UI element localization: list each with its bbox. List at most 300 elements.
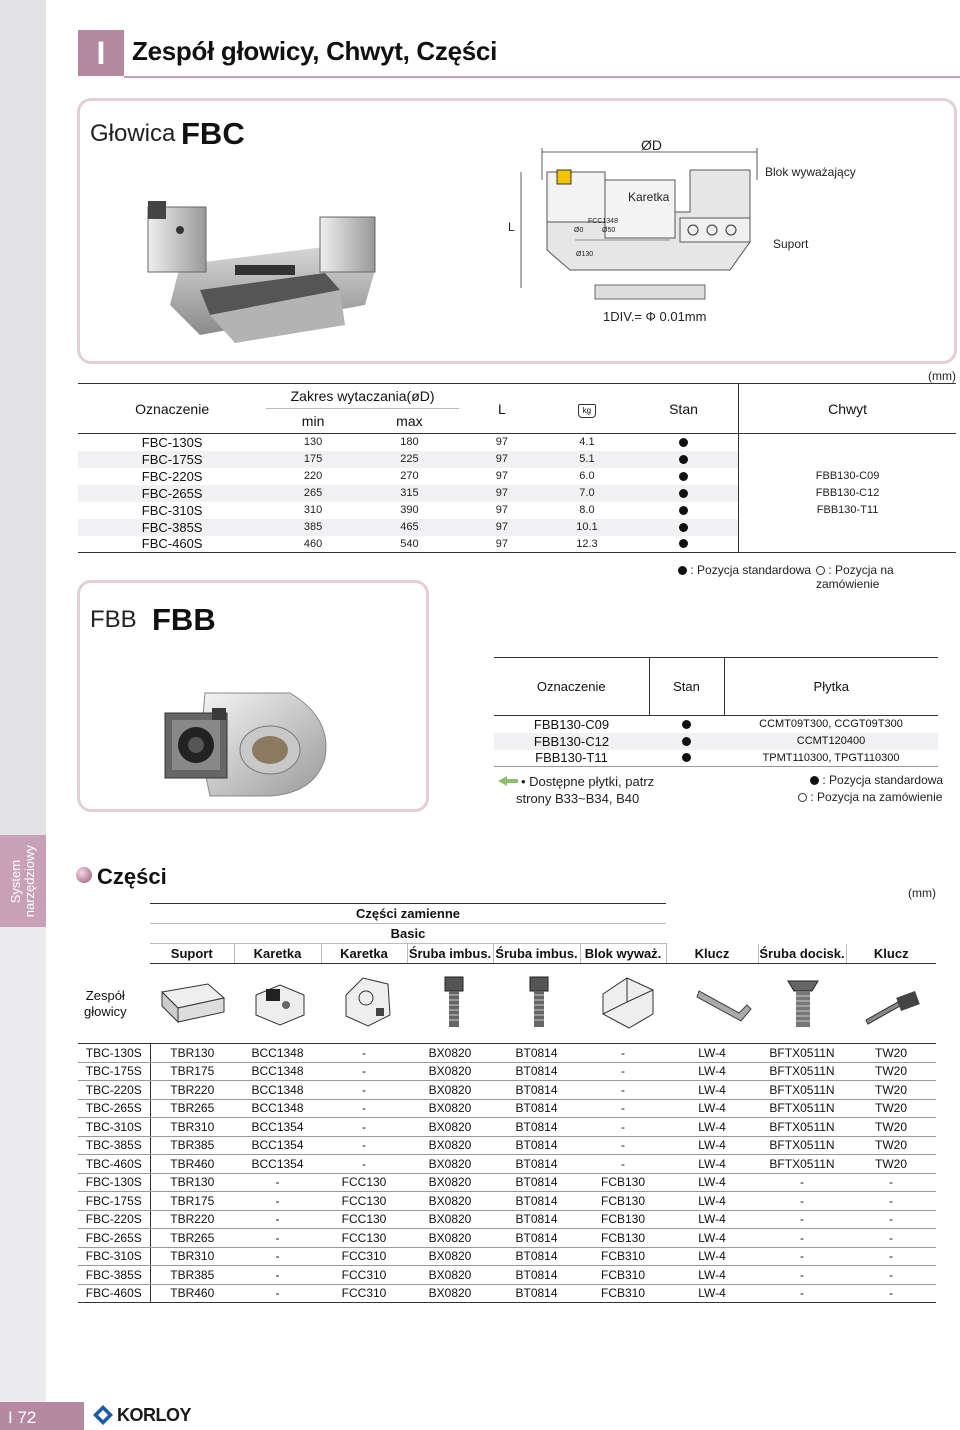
cell-part: BT0814 (493, 1192, 580, 1211)
cell-part: TBR175 (150, 1192, 234, 1211)
cell-assembly: FBC-175S (78, 1192, 150, 1211)
cell-part: BX0820 (407, 1044, 493, 1063)
cell-part: - (234, 1192, 321, 1211)
balance-block-icon (597, 972, 657, 1030)
cell-part: BX0820 (407, 1081, 493, 1100)
karetka-2-icon (338, 970, 398, 1030)
cell-assembly: TBC-385S (78, 1136, 150, 1155)
cell-part: BT0814 (493, 1081, 580, 1100)
table-row (78, 1173, 936, 1192)
cell-part: BT0814 (493, 1136, 580, 1155)
cell-code: FBB130-C09 (533, 716, 610, 732)
cell-part: - (580, 1155, 666, 1174)
cell-code: FBC-310S (141, 502, 203, 518)
cell-part: BT0814 (493, 1247, 580, 1266)
cell-part: LW-4 (666, 1192, 758, 1211)
cell-part: FCC130 (321, 1210, 407, 1229)
th-oznaczenie: Oznaczenie (494, 658, 649, 716)
dim-d50: Ø50 (602, 227, 616, 234)
cell-max: 465 (360, 519, 459, 536)
header-spacer (666, 924, 936, 944)
cell-l: 97 (459, 485, 545, 502)
cell-max: 180 (400, 436, 419, 449)
karetka-icon (250, 975, 310, 1030)
chapter-letter: I (78, 30, 124, 76)
cell-part: - (846, 1210, 936, 1229)
cell-plytka: TPMT110300, TPGT110300 (724, 750, 938, 767)
cell-part: BCC1348 (234, 1081, 321, 1100)
dim-od: ØD (641, 137, 662, 153)
cell-part: LW-4 (666, 1136, 758, 1155)
th-max: max (360, 409, 459, 434)
th-min: min (266, 409, 360, 434)
cell-max: 225 (360, 451, 459, 468)
standard-dot-icon (679, 489, 688, 498)
cell-code: FBB130-T11 (494, 750, 649, 767)
cell-plytka: CCMT120400 (724, 733, 938, 750)
cell-part: BX0820 (407, 1247, 493, 1266)
cell-chwyt (739, 434, 956, 553)
parts-unit: (mm) (908, 886, 936, 900)
cell-part: TBR265 (150, 1229, 234, 1248)
standard-dot-icon (678, 566, 687, 575)
cell-part: BT0814 (493, 1173, 580, 1192)
th-l: L (459, 384, 545, 434)
cell-part: - (580, 1062, 666, 1081)
legend-standard (678, 563, 811, 577)
cell-part: TBR130 (150, 1173, 234, 1192)
cell-assembly: FBC-460S (78, 1284, 150, 1303)
page-title: Zespół głowicy, Chwyt, Części (132, 36, 498, 66)
cell-part: - (321, 1062, 407, 1081)
fbb-table (494, 657, 938, 767)
cell-part: FCC130 (321, 1192, 407, 1211)
socket-screw-2-icon (528, 975, 550, 1030)
cell-part: TBR385 (150, 1136, 234, 1155)
th-stan: Stan (629, 384, 739, 434)
standard-dot-icon (679, 539, 688, 548)
standard-dot-icon (679, 523, 688, 532)
cell-part: LW-4 (666, 1118, 758, 1137)
cell-part: TBR460 (150, 1155, 234, 1174)
socket-screw-icon (443, 975, 465, 1030)
cell-part: TW20 (846, 1136, 936, 1155)
cell-part: - (234, 1247, 321, 1266)
cell-part: TW20 (846, 1044, 936, 1063)
page-number: I 72 (8, 1408, 37, 1427)
cell-part: BT0814 (493, 1044, 580, 1063)
cell-stan (629, 536, 739, 553)
cell-part: TW20 (846, 1081, 936, 1100)
legend-order-text: : Pozycja na zamówienie (810, 790, 943, 804)
cell-part: - (846, 1173, 936, 1192)
cell-max: 315 (360, 485, 459, 502)
cell-part: BX0820 (407, 1229, 493, 1248)
parts-title: Części (97, 864, 167, 889)
spec-unit: (mm) (928, 369, 956, 383)
side-tab[interactable] (0, 835, 46, 927)
standard-dot-icon (682, 737, 691, 746)
cell-part: BFTX0511N (758, 1062, 846, 1081)
fbc-photo (140, 195, 385, 345)
cell-plytka: CCMT09T300, CCGT09T300 (759, 718, 903, 731)
th-basic: Basic (150, 924, 666, 944)
cell-part: TW20 (846, 1099, 936, 1118)
header-spacer (78, 924, 150, 944)
th-plytka: Płytka (724, 658, 938, 716)
cell-part: BFTX0511N (758, 1081, 846, 1100)
cell-part: BT0814 (493, 1210, 580, 1229)
cell-part: BFTX0511N (758, 1099, 846, 1118)
cell-part: - (580, 1118, 666, 1137)
cell-part: - (234, 1210, 321, 1229)
cell-stan (629, 468, 739, 485)
cell-kg: 6.0 (579, 470, 595, 482)
cell-l: 97 (495, 470, 509, 482)
cell-part: BCC1348 (234, 1044, 321, 1063)
cell-part: - (321, 1081, 407, 1100)
cell-part: BX0820 (407, 1118, 493, 1137)
cell-min: 175 (266, 451, 360, 468)
table-row (78, 1210, 936, 1229)
cell-part: LW-4 (666, 1247, 758, 1266)
cell-part: FCB130 (580, 1210, 666, 1229)
table-row (78, 1062, 936, 1081)
parts-header (78, 903, 936, 964)
standard-dot-icon (679, 455, 688, 464)
legend-order-text: : Pozycja na zamówienie (816, 563, 894, 591)
weight-icon (545, 384, 629, 434)
cell-part: TBR385 (150, 1266, 234, 1285)
cell-part: LW-4 (666, 1099, 758, 1118)
cell-part: LW-4 (666, 1081, 758, 1100)
label-blok: Blok wyważający (765, 165, 856, 179)
cell-code: FBC-460S (78, 536, 266, 553)
fbb-legend-standard (810, 773, 943, 787)
cell-part: FCC310 (321, 1247, 407, 1266)
fbb-note (496, 773, 654, 807)
cell-part: - (758, 1247, 846, 1266)
th-klucz: Klucz (846, 944, 936, 964)
chwyt-item: FBB130-C12 (815, 486, 880, 499)
cell-part: - (321, 1155, 407, 1174)
cell-stan (649, 733, 724, 750)
legend-order (816, 563, 960, 591)
cell-kg: 12.3 (545, 536, 629, 553)
cell-l: 97 (459, 451, 545, 468)
cell-part: BT0814 (493, 1266, 580, 1285)
cell-assembly: FBC-310S (78, 1247, 150, 1266)
th-stan: Stan (649, 658, 724, 716)
cell-part: BX0820 (407, 1192, 493, 1211)
suport-icon (158, 978, 228, 1028)
cell-part: - (758, 1210, 846, 1229)
cell-part: TBR310 (150, 1118, 234, 1137)
cell-part: BCC1348 (234, 1099, 321, 1118)
table-row (78, 1044, 936, 1063)
side-tab-label: System narzędziowy (8, 844, 37, 918)
cell-part: TBR220 (150, 1081, 234, 1100)
cell-stan (629, 451, 739, 468)
th-blok-wywaz: Blok wyważ. (580, 944, 666, 964)
cell-l: 97 (495, 504, 509, 516)
bullet-icon (76, 867, 92, 883)
cell-part: - (758, 1192, 846, 1211)
th-klucz: Klucz (666, 944, 758, 964)
th-oznaczenie: Oznaczenie (78, 384, 266, 434)
div-label: 1DIV.= Φ 0.01mm (603, 309, 707, 324)
cell-assembly: TBC-310S (78, 1118, 150, 1137)
fbb-section-label: FBB (90, 606, 137, 633)
standard-dot-icon (679, 472, 688, 481)
cell-kg: 5.1 (545, 451, 629, 468)
cell-assembly: FBC-385S (78, 1266, 150, 1285)
table-row (494, 716, 938, 733)
fbb-legend-order (798, 790, 942, 804)
cell-part: - (580, 1081, 666, 1100)
cell-part: - (321, 1136, 407, 1155)
cell-part: - (234, 1229, 321, 1248)
table-row (494, 733, 938, 750)
cell-part: FCC130 (321, 1173, 407, 1192)
cell-part: BX0820 (407, 1155, 493, 1174)
plate-text: FCC1348 (588, 218, 618, 225)
cell-part: - (234, 1266, 321, 1285)
cell-part: BCC1354 (234, 1118, 321, 1137)
cell-part: - (234, 1173, 321, 1192)
cell-part: - (321, 1118, 407, 1137)
th-czesci-zamienne: Części zamienne (150, 904, 666, 924)
cell-code: FBC-385S (78, 519, 266, 536)
cell-part: BT0814 (493, 1099, 580, 1118)
cell-min: 460 (266, 536, 360, 553)
label-karetka: Karetka (628, 190, 670, 204)
clamp-screw-icon (786, 975, 820, 1030)
cell-l: 97 (459, 536, 545, 553)
fbc-spec-table (78, 383, 956, 553)
cell-part: BX0820 (407, 1284, 493, 1303)
cell-part: TBR460 (150, 1284, 234, 1303)
cell-part: FCC130 (321, 1229, 407, 1248)
standard-dot-icon (679, 438, 688, 447)
legend-standard-text: : Pozycja standardowa (822, 773, 944, 787)
chwyt-item: FBB130-T11 (816, 503, 879, 516)
cell-part: TW20 (846, 1118, 936, 1137)
cell-kg: 10.1 (545, 519, 629, 536)
cell-part: LW-4 (666, 1044, 758, 1063)
cell-l: 97 (459, 519, 545, 536)
chwyt-item: FBB130-C09 (815, 469, 880, 482)
cell-part: TBR175 (150, 1062, 234, 1081)
cell-code: FBC-220S (141, 468, 203, 484)
cell-part: BFTX0511N (758, 1044, 846, 1063)
fbc-diagram (505, 140, 805, 315)
table-row (78, 1118, 936, 1137)
cell-part: BX0820 (407, 1099, 493, 1118)
cell-part: FCB310 (580, 1266, 666, 1285)
cell-assembly: TBC-265S (78, 1099, 150, 1118)
cell-part: - (321, 1099, 407, 1118)
cell-part: - (846, 1247, 936, 1266)
cell-part: BFTX0511N (758, 1155, 846, 1174)
note-line-2: strony B33~B34, B40 (516, 791, 640, 806)
torx-key-icon (862, 990, 922, 1025)
table-row (78, 1192, 936, 1211)
cell-part: - (758, 1173, 846, 1192)
cell-part: - (580, 1136, 666, 1155)
cell-part: BX0820 (407, 1136, 493, 1155)
cell-kg: 4.1 (579, 436, 595, 449)
dim-l: L (508, 220, 515, 234)
cell-part: - (758, 1284, 846, 1303)
title-underline (124, 76, 960, 78)
cell-min: 220 (303, 470, 323, 482)
cell-part: BFTX0511N (758, 1118, 846, 1137)
standard-dot-icon (679, 506, 688, 515)
table-row (78, 1247, 936, 1266)
brand-name: KORLOY (117, 1404, 192, 1425)
cell-stan (629, 519, 739, 536)
cell-max: 390 (400, 504, 419, 516)
dim-d130: Ø130 (576, 251, 594, 258)
legend-standard-text: : Pozycja standardowa (690, 563, 812, 577)
cell-part: TBR310 (150, 1247, 234, 1266)
cell-code: FBB130-C12 (494, 733, 649, 750)
cell-part: BFTX0511N (758, 1136, 846, 1155)
fbc-section-code: FBC (181, 116, 245, 151)
cell-max: 270 (400, 470, 419, 482)
dim-d0: Ø0 (574, 227, 584, 234)
cell-part: LW-4 (666, 1210, 758, 1229)
fbc-section-label: Głowica (90, 120, 176, 147)
cell-part: LW-4 (666, 1229, 758, 1248)
cell-assembly: FBC-220S (78, 1210, 150, 1229)
th-zakres: Zakres wytaczania(øD) (266, 384, 459, 409)
cell-part: BT0814 (493, 1155, 580, 1174)
cell-part: BT0814 (493, 1229, 580, 1248)
table-row (78, 1284, 936, 1303)
cell-part: BT0814 (493, 1284, 580, 1303)
table-row (494, 750, 938, 767)
th-chwyt: Chwyt (739, 384, 956, 434)
cell-stan (629, 434, 739, 451)
label-suport: Suport (773, 237, 809, 251)
left-margin-bar-top (0, 0, 46, 835)
cell-part: TW20 (846, 1062, 936, 1081)
cell-part: LW-4 (666, 1284, 758, 1303)
cell-min: 385 (266, 519, 360, 536)
table-row (78, 1229, 936, 1248)
cell-part: BT0814 (493, 1118, 580, 1137)
cell-part: TBR265 (150, 1099, 234, 1118)
cell-part: BCC1348 (234, 1062, 321, 1081)
cell-part: BCC1354 (234, 1155, 321, 1174)
cell-part: - (234, 1284, 321, 1303)
cell-stan (649, 750, 724, 767)
cell-part: - (846, 1192, 936, 1211)
cell-part: BX0820 (407, 1062, 493, 1081)
cell-part: LW-4 (666, 1266, 758, 1285)
cell-part: LW-4 (666, 1062, 758, 1081)
cell-min: 310 (303, 504, 323, 516)
header-spacer (78, 944, 150, 964)
order-ring-icon (816, 566, 825, 575)
cell-part: - (758, 1266, 846, 1285)
cell-part: FCC310 (321, 1266, 407, 1285)
cell-min: 265 (266, 485, 360, 502)
cell-assembly: FBC-130S (78, 1173, 150, 1192)
standard-dot-icon (810, 776, 819, 785)
parts-table (78, 1043, 936, 1303)
cell-max: 540 (360, 536, 459, 553)
cell-code: FBC-130S (141, 434, 203, 450)
table-row (78, 1136, 936, 1155)
cell-assembly: TBC-220S (78, 1081, 150, 1100)
cell-stan (649, 716, 724, 733)
standard-dot-icon (682, 720, 691, 729)
cell-part: TBR220 (150, 1210, 234, 1229)
cell-part: - (758, 1229, 846, 1248)
fbb-photo (160, 688, 335, 800)
cell-part: - (580, 1099, 666, 1118)
cell-part: FCB310 (580, 1247, 666, 1266)
cell-part: BX0820 (407, 1210, 493, 1229)
th-sruba-docisk: Śruba docisk. (758, 944, 846, 964)
cell-assembly: TBC-130S (78, 1044, 150, 1063)
cell-part: BX0820 (407, 1266, 493, 1285)
cell-part: FCC310 (321, 1284, 407, 1303)
th-sruba-imbus: Śruba imbus. (407, 944, 493, 964)
th-sruba-imbus: Śruba imbus. (493, 944, 580, 964)
cell-part: FCB130 (580, 1173, 666, 1192)
weight-icon-label: kg (582, 405, 592, 415)
th-karetka: Karetka (234, 944, 321, 964)
table-row (78, 1266, 936, 1285)
cell-part: BCC1354 (234, 1136, 321, 1155)
cell-assembly: FBC-265S (78, 1229, 150, 1248)
cell-part: BX0820 (407, 1173, 493, 1192)
cell-part: - (580, 1044, 666, 1063)
cell-stan (629, 485, 739, 502)
standard-dot-icon (682, 753, 691, 762)
cell-l: 97 (495, 436, 509, 449)
cell-part: FCB130 (580, 1192, 666, 1211)
assembly-label-line: Zespół (85, 988, 125, 1003)
cell-part: TW20 (846, 1155, 936, 1174)
cell-part: - (846, 1284, 936, 1303)
cell-assembly: TBC-460S (78, 1155, 150, 1174)
order-ring-icon (798, 793, 807, 802)
table-row (78, 1099, 936, 1118)
cell-kg: 8.0 (579, 504, 595, 516)
cell-stan (629, 502, 739, 519)
korloy-mark-icon (92, 1404, 114, 1426)
table-row (78, 434, 956, 451)
cell-part: BT0814 (493, 1062, 580, 1081)
assembly-label-line: głowicy (84, 1004, 127, 1019)
table-row (78, 1081, 936, 1100)
note-line-1: • Dostępne płytki, patrz (521, 774, 655, 789)
cell-part: - (846, 1229, 936, 1248)
cell-part: - (321, 1044, 407, 1063)
cell-part: TBR130 (150, 1044, 234, 1063)
cell-part: FCB130 (580, 1229, 666, 1248)
cell-part: FCB310 (580, 1284, 666, 1303)
table-row (78, 1155, 936, 1174)
hex-key-icon (695, 985, 755, 1025)
cell-part: - (846, 1266, 936, 1285)
cell-part: LW-4 (666, 1173, 758, 1192)
